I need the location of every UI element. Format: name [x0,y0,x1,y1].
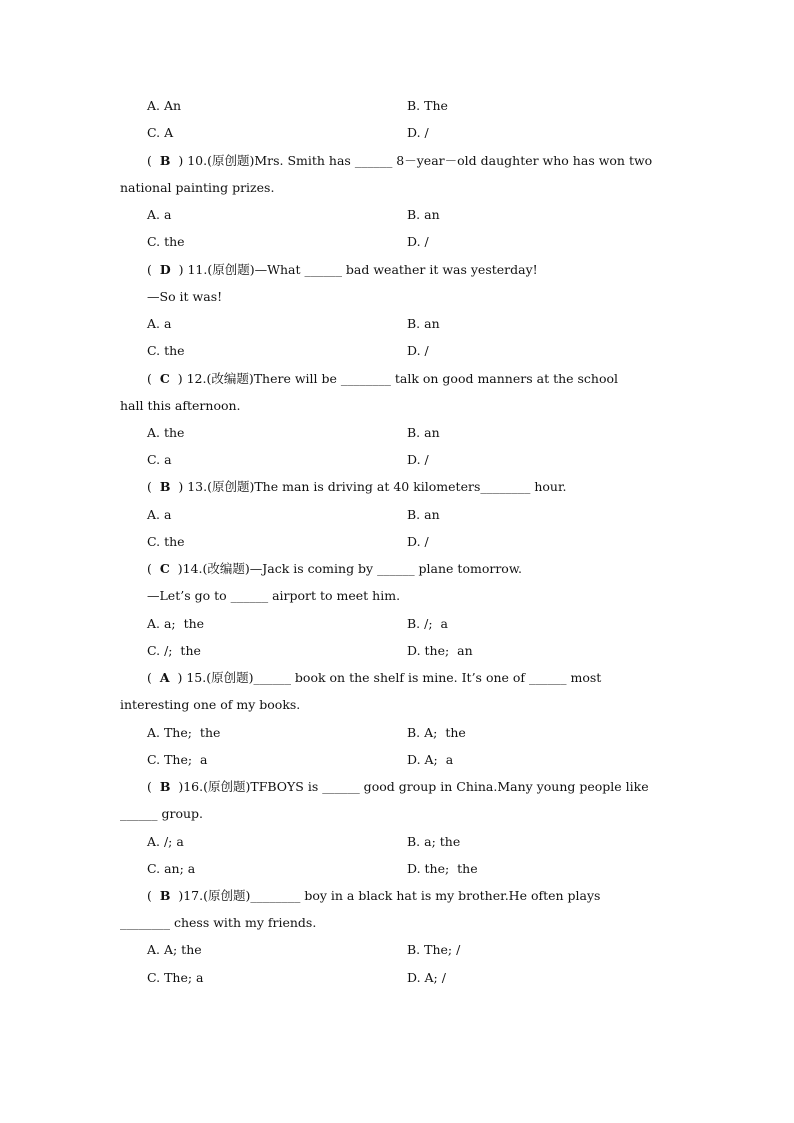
option-b: B. a; the [407,834,461,849]
option-b: B. /; a [407,616,448,631]
question-17-stem [147,887,600,905]
option-b: B. The; / [407,942,461,957]
option-b: B. an [407,425,440,440]
question-text: ) 15.(原创题)______ book on the shelf is mine. It’s one of ______ most [169,670,602,685]
option-c: C. the [147,343,185,358]
question-10-stem [147,152,652,170]
question-15-stem [147,669,601,687]
question-16-continuation: ______ group. [120,806,204,821]
question-17-continuation: ________ chess with my friends. [120,915,317,930]
option-d: D. / [407,452,429,467]
answer-letter: B [159,153,171,168]
question-16-stem [147,778,649,796]
option-c: C. /; the [147,643,201,658]
option-c: C. The; a [147,970,204,985]
option-a: A. a [147,207,172,222]
option-b: B. an [407,207,440,222]
answer-paren-open: ( [147,262,160,277]
option-c: C. the [147,234,185,249]
question-10-continuation: national painting prizes. [120,180,275,195]
answer-letter: B [159,479,171,494]
option-d: D. / [407,343,429,358]
question-text: ) 12.(改编题)There will be ________ talk on good manners at the school [169,371,619,386]
answer-letter: D [159,262,171,277]
option-c: C. the [147,534,185,549]
question-11-stem [147,261,538,279]
option-b: B. A; the [407,725,466,740]
option-a: A. a [147,316,172,331]
question-text: ) 13.(原创题)The man is driving at 40 kilometers________ hour. [170,479,567,494]
option-a: A. /; a [147,834,184,849]
answer-letter: A [159,670,170,685]
option-b: B. an [407,316,440,331]
question-text: )16.(原创题)TFBOYS is ______ good group in China.Many young people like [170,779,649,794]
question-15-continuation: interesting one of my books. [120,697,301,712]
option-b: B. an [407,507,440,522]
question-13-stem [147,478,567,496]
answer-paren-open: ( [147,779,160,794]
answer-letter: B [159,779,171,794]
option-c: C. The; a [147,752,208,767]
answer-letter: C [159,371,170,386]
answer-paren-open: ( [147,561,160,576]
answer-letter: C [159,561,170,576]
option-c: C. A [147,125,174,140]
option-d: D. / [407,234,429,249]
answer-paren-open: ( [147,153,160,168]
answer-paren-open: ( [147,888,160,903]
option-d: D. / [407,125,429,140]
option-a: A. The; the [147,725,221,740]
option-d: D. A; / [407,970,446,985]
option-d: D. / [407,534,429,549]
option-a: A. a; the [147,616,205,631]
option-a: A. the [147,425,185,440]
option-c: C. a [147,452,172,467]
answer-letter: B [159,888,171,903]
option-c: C. an; a [147,861,196,876]
option-d: D. A; a [407,752,454,767]
option-a: A. a [147,507,172,522]
option-d: D. the; the [407,861,478,876]
question-text: )14.(改编题)—Jack is coming by ______ plane tomorrow. [169,561,523,576]
question-12-stem [147,370,618,388]
option-d: D. the; an [407,643,473,658]
answer-paren-open: ( [147,371,160,386]
option-a: A. A; the [147,942,202,957]
question-text: ) 10.(原创题)Mrs. Smith has ______ 8－year－old daughter who has won two [170,153,653,168]
question-text: )17.(原创题)________ boy in a black hat is my brother.He often plays [170,888,601,903]
option-a: A. An [147,98,182,113]
question-12-continuation: hall this afternoon. [120,398,241,413]
answer-paren-open: ( [147,670,160,685]
question-11-continuation: —So it was! [147,289,223,304]
question-14-continuation: —Let’s go to ______ airport to meet him. [147,588,401,603]
question-14-stem [147,560,522,578]
question-text: ) 11.(原创题)—What ______ bad weather it was yesterday! [170,262,538,277]
option-b: B. The [407,98,448,113]
answer-paren-open: ( [147,479,160,494]
